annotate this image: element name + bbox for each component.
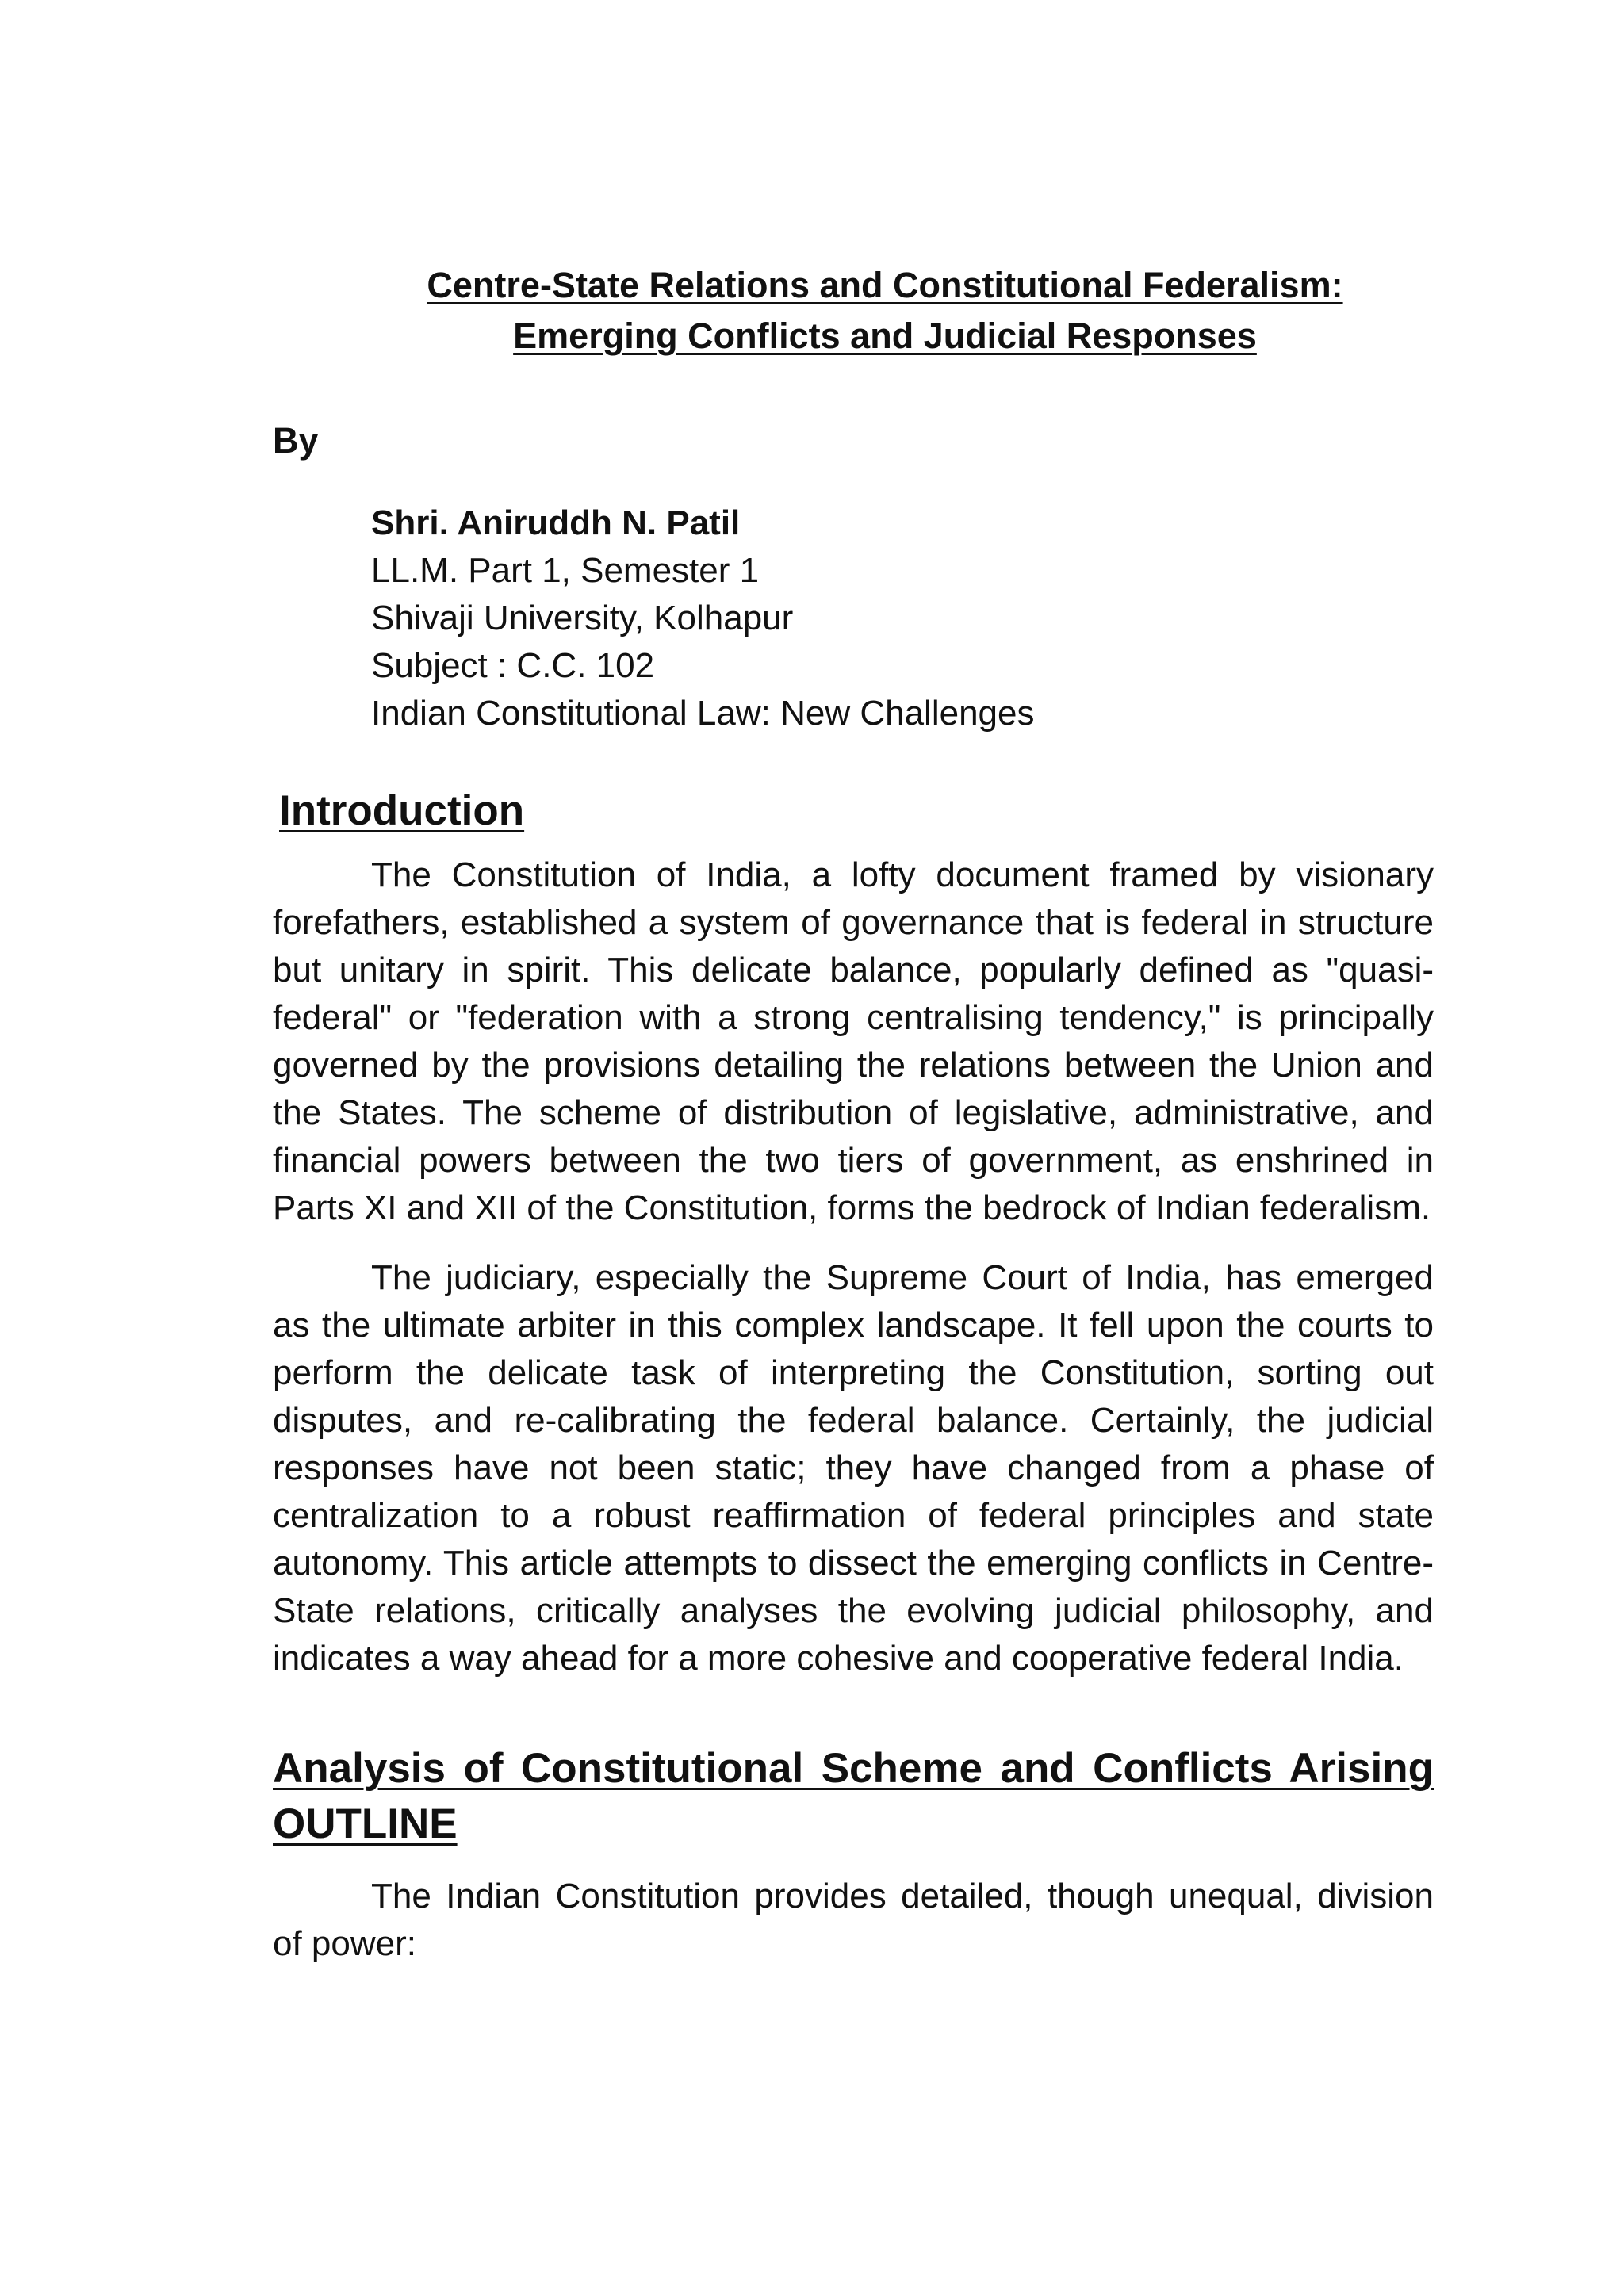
introduction-heading-text: Introduction [279,787,525,834]
title-line-2: Emerging Conflicts and Judicial Responses [513,316,1257,356]
introduction-paragraph-1: The Constitution of India, a lofty document framed by visionary forefathers, established a system of governance that is federal in structure but unitary in spirit. This delicate balance, popularly defined as "quasi-federal" or "federation with a strong centralising tendency," is principally governed by the provisions detailing the relations between the Union and the States. The scheme of distribution of legislative, administrative, and financial powers between the two tiers of government, as enshrined in Parts XI and XII of the Constitution, forms the bedrock of Indian federalism. [273,855,1434,1227]
introduction-heading [273,783,1434,839]
introduction-paragraph-2: The judiciary, especially the Supreme Court of India, has emerged as the ultimate arbiter in this complex landscape. It fell upon the courts to perform the delicate task of interpreting the Constitution, sorting out disputes, and re-calibrating the federal balance. Certainly, the judicial responses have not been static; they have changed from a phase of centralization to a robust reaffirmation of federal principles and state autonomy. This article attempts to dissect the emerging conflicts in Centre-State relations, critically analyses the evolving judicial philosophy, and indicates a way ahead for a more cohesive and cooperative federal India. [273,1258,1434,1678]
author-university: Shivaji University, Kolhapur [371,599,794,637]
author-name: Shri. Aniruddh N. Patil [371,503,741,542]
author-block [371,499,1434,737]
author-subject: Subject : C.C. 102 [371,646,655,685]
document-title [273,260,1434,362]
analysis-heading: Analysis of Constitutional Scheme and Conflicts Arising OUTLINE [273,1745,1434,1847]
document-body [273,260,1434,1968]
author-subject-title: Indian Constitutional Law: New Challenges [371,694,1035,733]
by-label: By [273,420,319,461]
analysis-paragraph-1: The Indian Constitution provides detailed, though unequal, division of power: [273,1877,1434,1963]
title-line-1: Centre-State Relations and Constitutional Federalism: [427,265,1343,305]
author-course: LL.M. Part 1, Semester 1 [371,551,760,590]
